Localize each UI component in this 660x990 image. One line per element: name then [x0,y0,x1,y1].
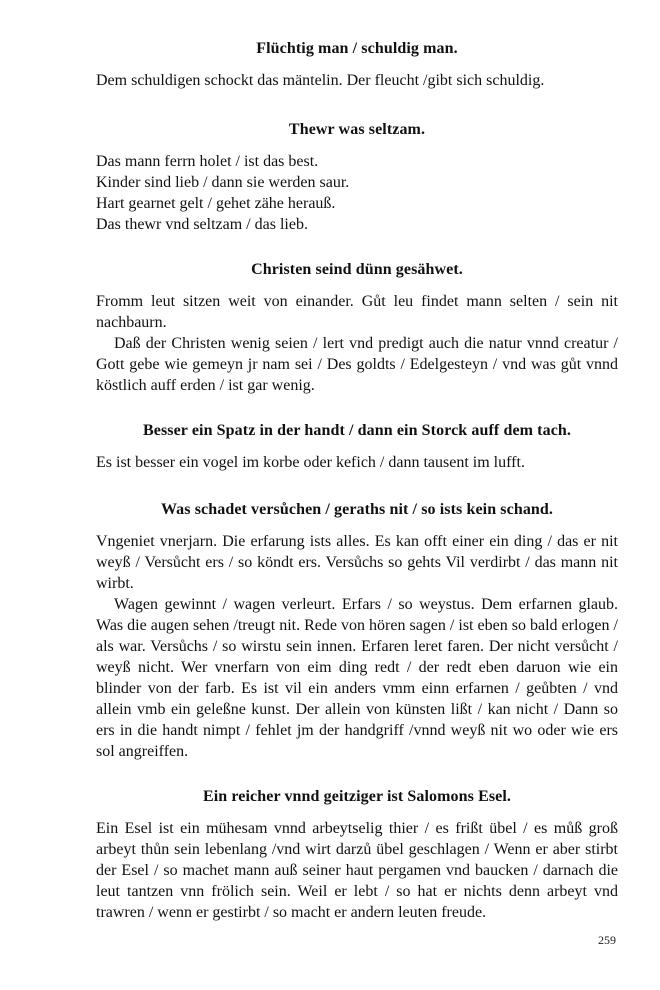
proverb-section [96,119,618,235]
paragraph: Dem schuldigen schockt das mäntelin. Der fleucht /gibt sich schuldig. [96,72,545,89]
proverb-section [96,499,618,762]
verse-line: Das thewr vnd seltzam / das lieb. [96,216,308,233]
section-heading: Christen seind dünn gesähwet. [251,261,463,278]
paragraph: Es ist besser ein vogel im korbe oder kefich / dann tausent im lufft. [96,454,525,471]
text-column [96,38,618,923]
paragraph: Wagen gewinnt / wagen verleurt. Erfars / so weystus. Dem erfarnen glaub. Was die augen sehen /treugt nit. Rede von hören sagen / ist eben so bald erlogen / als war. Versůchs / so wirstu sein innen. Erfaren leret faren. Der nicht versůcht / weyß nicht. Wer vnerfarn von eim ding redt / der redt eben daruon wie ein blinder von der farb. Es ist vil ein anders vmm einn erfarnen / geůbten / vnd allein vmb ein geleßne kunst. Der allein von künsten lißt / kan nicht / Dann so ers in die handt nimpt / fehlet jm der handgriff /vnnd weyß nit wo oder wie ers sol angreiffen. [96,596,618,760]
proverb-section [96,420,618,473]
proverb-section [96,786,618,923]
page-number: 259 [598,933,616,947]
section-heading: Ein reicher vnnd geitziger ist Salomons Esel. [202,788,512,805]
section-heading: Was schadet versůchen / geraths nit / so ists kein schand. [160,501,554,518]
section-heading: Thewr was seltzam. [288,121,426,138]
paragraph: Daß der Christen wenig seien / lert vnd predigt auch die natur vnnd creatur / Gott gebe wie gemeyn jr nam sei / Des goldts / Edelgesteyn / vnd was gůt vnnd köstlich auff erden / ist gar wenig. [96,335,618,394]
section-heading: Flüchtig man / schuldig man. [256,40,458,57]
paragraph: Ein Esel ist ein mühesam vnnd arbeytselig thier / es frißt übel / es můß groß arbeyt thůn sein lebenlang /vnd wirt darzů übel geschlagen / Wenn er aber stirbt der Esel / so machet mann auß seiner haut pergamen vnd baucken / darnach die leut tantzen vnn frölich sein. Weil er lebt / so hat er nichts denn arbeyt vnd trawren / wenn er gestirbt / so macht er andern leuten freude. [96,820,618,921]
proverb-section [96,259,618,396]
verse-line: Hart gearnet gelt / gehet zähe herauß. [96,195,336,212]
verse-line: Das mann ferrn holet / ist das best. [96,153,319,170]
proverb-section [96,38,618,91]
paragraph: Vngeniet vnerjarn. Die erfarung ists alles. Es kan offt einer ein ding / das er nit weyß / Versůcht ers / so köndt ers. Versůchs so gehts Vil verdirbt / das mann nit wirbt. [96,533,618,592]
paragraph: Fromm leut sitzen weit von einander. Gůt leu findet mann selten / sein nit nachbaurn. [96,293,618,331]
verse-lines [96,151,618,235]
verse-line: Kinder sind lieb / dann sie werden saur. [96,174,350,191]
section-heading: Besser ein Spatz in der handt / dann ein Storck auff dem tach. [142,422,572,439]
